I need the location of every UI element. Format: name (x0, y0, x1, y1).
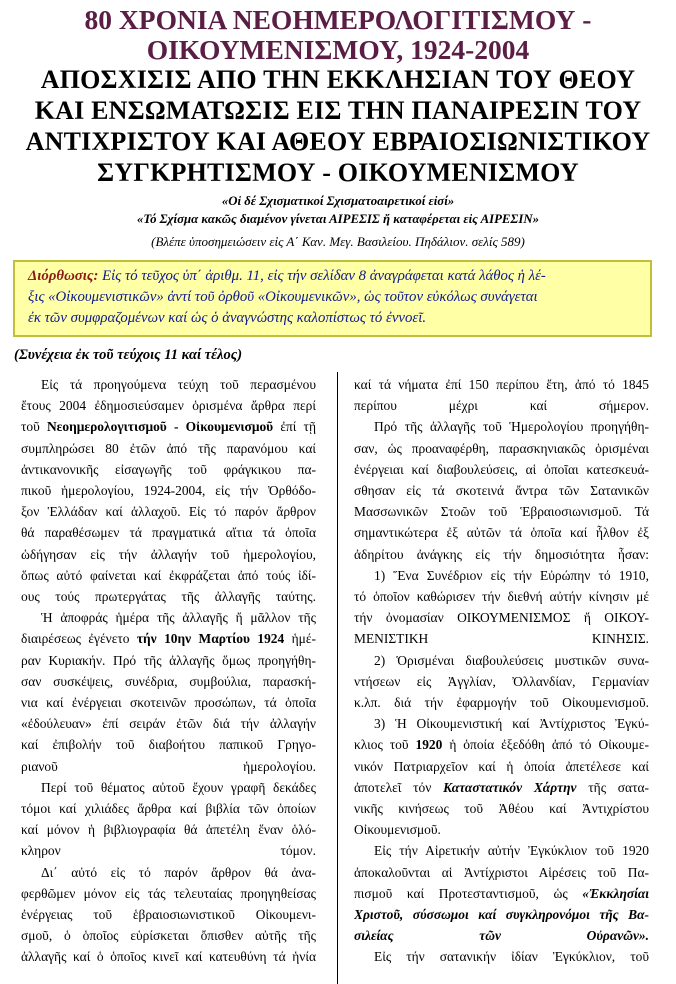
text-line: ἔτους 2004 ἐδημοσιεύσαμεν ὁρισμένα ἄρθρα περί (21, 398, 316, 414)
correction-text-1: Εἰς τό τεῦχος ὑπ΄ ἀριθμ. 11, εἰς τήν σελίδαν 8 ἀναγράφεται κατά λάθος ἡ λέ- (98, 268, 546, 284)
column-divider (337, 372, 338, 984)
text-line: ξον Ἑλλάδαν καί ἀλλαχοῦ. Εἰς τό παρόν ἄρθρον (21, 504, 316, 520)
text-line: σαν συσκέψεις, συνέδρια, συμβούλια, παρασκή- (21, 673, 316, 689)
subtitle-line-3: ΑΝΤΙΧΡΙΣΤΟΥ ΚΑΙ ΑΘΕΟΥ ΕΒΡΑΙΟΣΙΩΝΙΣΤΙΚΟΥ (25, 127, 651, 156)
text-line: ΜΕΝΙΣΤΙΚΗ ΚΙΝΗΣΙΣ. (354, 631, 649, 647)
text-line: Περί τοῦ θέματος αὐτοῦ ἔχουν γραφῆ δεκάδες (41, 779, 316, 795)
text-line: ους τούς πρωτεργάτας τῆς ἀλλαγῆς ταύτης. (21, 589, 316, 605)
text-line: ντήσεων εἰς Ἀγγλίαν, Ὀλλανδίαν, Γερμανίαν (354, 673, 649, 689)
text-line: «ἐδούλευαν» ἐπί σειράν ἐτῶν διά τήν ἀλλαγήν (21, 716, 316, 732)
correction-line-3: ἐκ τῶν συμφραζομένων καί ὡς ὁ ἀναγνώστης καλοπίστως τό ἐννοεῖ. (28, 310, 427, 326)
title-line-1: 80 ΧΡΟΝΙΑ ΝΕΟΗΜΕΡΟΛΟΓΙΤΙΣΜΟΥ - (84, 4, 592, 35)
correction-line-1 (28, 266, 640, 287)
subtitle-line-1: ΑΠΟΣΧΙΣΙΣ ΑΠΟ ΤΗΝ ΕΚΚΛΗΣΙΑΝ ΤΟΥ ΘΕΟΥ (40, 65, 636, 94)
text-line: ἀδηρίτου ἀνάγκης εἰς τήν δημοσιότητα ἦσαν: (354, 546, 649, 562)
continuation-note: (Συνέχεια ἐκ τοῦ τεύχοις 11 καί τέλος) (14, 347, 243, 363)
bold-emphasis: σιλείας τῶν Οὐρανῶν». (354, 928, 649, 944)
text-line: καί τά νήματα ἐπί 150 περίπου ἔτη, ἀπό τό 1845 (354, 377, 649, 392)
text-line: φερθῶμεν μόνον εἰς τάς τελευταίας προηγηθείσας (21, 885, 316, 901)
text-line: Οἰκουμενισμοῦ. (354, 822, 441, 838)
text-line: πικοῦ ἡμερολογίου, 1924-2004, εἰς τήν Ὀρθόδο- (21, 483, 316, 499)
text-line: Εἰς τήν σατανικήν ἰδίαν Ἐγκύκλιον, τοῦ (374, 949, 649, 965)
text-line: Πρό τῆς ἀλλαγῆς τοῦ Ἡμερολογίου προηγήθη- (374, 419, 649, 435)
text-line: ἀποκαλοῦνται αἱ Ἀντίχριστοι Αἱρέσεις τοῦ Πα- (354, 864, 649, 880)
text-line: ὡδήγησαν εἰς τήν ἀλλαγήν τοῦ ἡμερολογίου, (21, 546, 316, 562)
text-line: νικόν Πατριαρχεῖον καί ἡ ὁποία ἀπετέλεσε καί (354, 758, 649, 774)
text-line: κ.λπ. διά τήν ἐφαρμογήν τοῦ Οἰκουμενισμοῦ. (354, 695, 649, 711)
text-line: 1) Ἕνα Συνέδριον εἰς τήν Εὐρώπην τό 1910, (374, 567, 649, 583)
text-line: 2) Ὁρισμέναι διαβουλεύσεις μυστικῶν συνα- (374, 652, 649, 668)
text-line: ἐνέργειας τοῦ ἑβραιοσιωνιστικοῦ Οἰκουμενι- (21, 907, 316, 923)
text-line: κληρον τόμον. (21, 843, 316, 859)
text-line: πισμοῦ καί Προτεσταντισμοῦ, ὡς «Ἐκκλησίαι (354, 885, 649, 901)
bold-emphasis: Νεοημερολογιτισμοῦ - Οἰκουμενισμοῦ (46, 419, 274, 435)
text-line: τήν ὀνομασίαν ΟΙΚΟΥΜΕΝΙΣΜΟΣ ἤ ΟΙΚΟΥ- (354, 610, 649, 626)
text-line: καί μόνον ἡ βιβλιογραφία θά ἀπετέλη ἕναν ὁλό- (21, 822, 316, 838)
text-line: ριανοῦ ἡμερολογίου. (21, 758, 316, 774)
text-line: τό ὁποῖον καθώρισεν τήν διεθνή αὐτήν κίνησιν μέ (354, 589, 649, 605)
source-reference: (Βλέπε ὑποσημειώσειν εἰς Α΄ Καν. Μεγ. Βασιλείου. Πηδάλιον. σελίς 589) (151, 234, 525, 249)
correction-line-2: ξις «Οἰκουμενιστικῶν» ἀντί τοῦ ὀρθοῦ «Οἰκουμενικῶν», ὡς τοῦτον εὐκόλως συνάγεται (28, 289, 538, 305)
epigraph-quote-2: «Τό Σχίσμα κακῶς διαμένον γίνεται ΑΙΡΕΣΙΣ ἤ καταφέρεται εἰς ΑΙΡΕΣΙΝ» (137, 212, 539, 226)
text-line: νικῆς κινήσεως τοῦ Ἀθέου καί Ἀντιχρίστου (354, 801, 649, 817)
text-line (354, 904, 649, 925)
text-line: 3) Ἡ Οἰκουμενιστική καί Ἀντίχριστος Ἐγκύ- (374, 716, 649, 732)
bold-emphasis: 1920 (415, 737, 443, 753)
text-line: περίπου μέχρι καί σήμερον. (354, 398, 649, 414)
bold-emphasis: Καταστατικόν Χάρτην (443, 779, 577, 795)
bold-emphasis: «Ἐκκλησίαι (582, 885, 649, 901)
text-line: σαν, ὡς προαναφέρθη, παρασκηνιακῶς ὁρισμέναι (354, 440, 649, 456)
text-line: νια καί ἐνέργειαι σκοτεινῶν προσώπων, τά ὁποῖα (21, 695, 316, 711)
text-line: κλιος τοῦ 1920 ἡ ὁποία ἐξεδόθη ἀπό τό Οἰκουμε- (354, 737, 649, 753)
correction-notice (13, 260, 652, 337)
subtitle-line-2: ΚΑΙ ΕΝΣΩΜΑΤΩΣΙΣ ΕΙΣ ΤΗΝ ΠΑΝΑΙΡΕΣΙΝ ΤΟΥ (34, 96, 642, 125)
text-line: τόμοι καί χιλιάδες ἄρθρα καί βιβλία τῶν ὁποίων (21, 801, 316, 817)
text-line: ἐνέργειαι καί διαβουλεύσεις, αἱ ὁποῖαι κατεσκευά- (354, 461, 649, 477)
text-line: Ἡ ἀποφράς ἡμέρα τῆς ἀλλαγῆς ἤ μᾶλλον τῆς (41, 610, 316, 626)
text-line: καί ἐπιβολήν τοῦ διαβοήτου παπικοῦ Γρηγο- (21, 737, 316, 753)
text-line: Εἰς τήν Αἱρετικήν αὐτήν Ἐγκύκλιον τοῦ 1920 (374, 843, 649, 859)
text-line: ἀποτελεῖ τόν Καταστατικόν Χάρτην τῆς σατα- (354, 779, 649, 795)
text-line: συμπληρώσει 80 ἐτῶν ἀπό τῆς παρανόμου καί (21, 440, 316, 456)
title-line-2: ΟΙΚΟΥΜΕΝΙΣΜΟΥ, 1924-2004 (146, 34, 530, 65)
text-line: σημαντικώτερα ἐξ αὐτῶν τά ὁποῖα καί ἦλθον ἐξ (354, 525, 649, 541)
text-line: σμοῦ, ὁ ὁποῖος εὑρίσκεται ὄπισθεν αὐτῆς τῆς (21, 928, 316, 944)
text-line (354, 925, 649, 946)
text-line: Εἰς τά προηγούμενα τεύχη τοῦ περασμένου (41, 377, 316, 392)
text-line: ἀντικανονικῆς εἰσαγωγῆς τοῦ φράγκικου πα- (21, 461, 316, 477)
bold-emphasis: τήν 10ην Μαρτίου 1924 (136, 631, 285, 647)
left-column (21, 374, 316, 968)
text-line: διαιρέσεως ἐγένετο τήν 10ην Μαρτίου 1924 ἡμέ- (21, 631, 316, 647)
text-line: ραν Κυριακήν. Πρό τῆς ἀλλαγῆς ὅμως προηγήθη- (21, 652, 316, 668)
correction-label: Διόρθωσις: (28, 268, 99, 284)
bold-emphasis: Χριστοῦ, σύσσωμοι καί συγκληρονόμοι τῆς Βα- (354, 907, 649, 923)
text-line: Μασσωνικῶν Στοῶν τοῦ Ἑβραιοσιωνισμοῦ. Τά (354, 504, 649, 520)
text-line: τοῦ Νεοημερολογιτισμοῦ - Οἰκουμενισμοῦ ἐπί τῇ (21, 419, 316, 435)
text-line: ἀλλαγῆς καί ὁ ὁποῖος κινεῖ καί κατευθύνη τά ἡνία (21, 949, 316, 965)
text-line: σθησαν εἰς τά σκοτεινά ἄντρα τῶν Σατανικῶν (354, 483, 649, 499)
text-line: θά παραθέσωμεν τά πραγματικά αἴτια τά ὁποῖα (21, 525, 316, 541)
text-line: ὅπως αὐτό φαίνεται καί ἐκφράζεται ἀπό τούς ἰδί- (21, 567, 316, 583)
right-column (354, 374, 649, 968)
epigraph-quote-1: «Οἱ δέ Σχισματικοί Σχισματοαιρετικοί εἰσί» (221, 194, 455, 208)
text-line: Δι΄ αὐτό εἰς τό παρόν ἄρθρον θά ἀνα- (41, 864, 316, 880)
subtitle-line-4: ΣΥΓΚΡΗΤΙΣΜΟΥ - ΟΙΚΟΥΜΕΝΙΣΜΟΥ (97, 158, 579, 187)
